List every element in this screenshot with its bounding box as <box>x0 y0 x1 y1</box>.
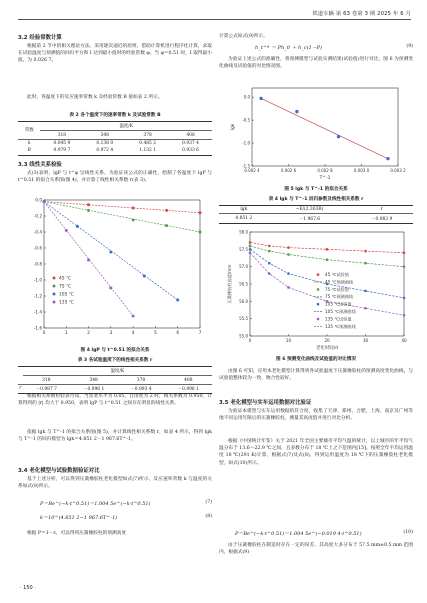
fig4-legend-label: 135 ℃ <box>59 300 74 306</box>
fig6-legend-label: 105 ℃试验值 <box>325 301 352 307</box>
equation-9-body: h_t^* ＝ Ph_0 ＋ h_c(1－P) <box>255 45 323 51</box>
table-cell: 1.132 1 <box>126 147 169 155</box>
table-cell: 0.045 9 <box>53 140 71 146</box>
fig6-x-tick-label: 40 <box>401 338 407 343</box>
table-4-head: r <box>350 206 413 214</box>
fig5-fit-line <box>261 98 388 158</box>
section-3-3-paragraph-1: 式(3)表明，lgP 与 t^φ 呈线性关系。为验证该公式的正确性，绘制了各温度下 lgP 与 t^0.51 的拟合关系图(图 4)，并计算了线性相关系数 r(表 3)。 <box>18 171 212 184</box>
fig5-y-tick-label: -1.5 <box>242 163 250 169</box>
fig6-legend-label: 105 ℃预测曲线 <box>325 309 356 314</box>
table-cell: －0.983 9 <box>350 214 413 223</box>
fig6-y-tick-label: 58.0 <box>239 229 248 235</box>
fig6-test-point <box>326 258 329 261</box>
fig4-y-tick-label: 0.0 <box>35 197 42 203</box>
section-3-3-paragraph-3: 依据 lgk 与 T^-1 的拟合关系图(图 5)，并计算线性相关系数 r，如表 4 所示，得到 lgk 与 T^-1 的回归模型为 lgk＝4.851 2－1 967.6T^-1。 <box>18 430 212 443</box>
fig6-legend-label: 45 ℃试验值 <box>325 272 349 277</box>
fig4-x-tick-label: 5 <box>154 331 157 336</box>
fig6-legend-label: 135 ℃预测曲线 <box>325 323 356 329</box>
fig6-test-point <box>403 252 406 255</box>
fig4-y-tick-label: -1.2 <box>33 293 42 299</box>
fig4-point <box>132 219 135 222</box>
fig4-legend-marker <box>53 293 56 296</box>
equation-7-number: (7) <box>205 500 212 505</box>
fig5-point <box>295 110 298 113</box>
figure-6-chart <box>224 228 410 354</box>
table-cell: 0.972 4 <box>83 147 126 155</box>
section-3-2-title: 3.2 经验常数计算 <box>18 35 62 41</box>
fig5-x-tick-label: 0.003 0 <box>353 168 370 173</box>
fig5-x-tick-label: 0.002 4 <box>244 168 260 173</box>
section-3-5-title: 3.5 老化模型与实车运用数据对比验证 <box>219 400 312 406</box>
fig4-legend-marker <box>53 277 56 280</box>
fig6-x-tick-label: 30 <box>362 338 369 343</box>
fig6-prediction-curve <box>250 242 404 252</box>
fig5-y-tick-label: 0.0 <box>243 94 250 100</box>
header-rule <box>18 19 411 20</box>
table-3-temp: 348 <box>70 376 117 384</box>
fig4-y-tick-label: -1.0 <box>33 277 42 283</box>
equation-7 <box>18 500 212 507</box>
fig5-point <box>337 135 340 138</box>
table-2-colhead: 温度/K <box>40 122 212 131</box>
fig4-y-tick-label: -0.8 <box>33 261 42 267</box>
figure-4-chart <box>22 194 208 344</box>
fig6-y-tick-label: 55.5 <box>239 316 248 322</box>
section-3-4-paragraph-2: 根据 P＝1－ε，可以得到压簧橡胶柱的预测高度 <box>27 531 127 536</box>
fig4-point <box>43 200 46 203</box>
fig6-test-point <box>364 250 367 253</box>
fig4-fit-line <box>44 202 200 232</box>
fig6-test-point <box>287 286 290 289</box>
equation-8-number: (8) <box>205 514 212 519</box>
fig6-test-point <box>364 290 367 293</box>
table-4-head: lgk <box>219 206 269 214</box>
fig4-point <box>87 209 90 212</box>
fig4-x-tick-label: 3 <box>109 331 113 336</box>
fig6-test-point <box>268 262 271 265</box>
figure-6-caption: 图 6 预测变化曲线及试验值的对比情况 <box>276 357 356 362</box>
fig4-x-tick-label: 1 <box>64 331 68 336</box>
table-row <box>18 147 212 155</box>
fig6-test-point <box>364 262 367 265</box>
fig5-x-tick-label: 0.003 2 <box>390 168 406 173</box>
fig4-point <box>143 275 146 278</box>
table-3-temp: 408 <box>165 376 212 384</box>
fig6-test-point <box>268 245 271 248</box>
table-cell: 0.937 4 <box>182 140 199 146</box>
table-cell: 0.933 6 <box>169 147 212 155</box>
fig6-legend-marker <box>317 303 320 306</box>
right-paragraph-5: 由于压簧橡胶柱在制造时存在一定的误差，其高度大多分布于 57.5 mm±0.5 mm 范围内，根据式(9) <box>219 543 413 556</box>
fig4-y-tick-label: -0.4 <box>33 229 42 235</box>
fig6-legend-label: 75 ℃试验值 <box>325 286 349 292</box>
fig6-test-point <box>287 253 290 256</box>
equation-7-body: P＝Be^(−k·t^0.51)＝1.004 5e^(−k·t^0.51) <box>40 501 151 507</box>
fig5-frame <box>252 88 398 166</box>
table-3-temp: 318 <box>23 376 70 384</box>
fig5-x-tick-label: 0.002 8 <box>317 168 333 173</box>
page-number: · 150 · <box>20 585 36 591</box>
fig4-point <box>87 259 90 262</box>
table-2-rowhead: 常数 <box>18 122 40 140</box>
fig6-test-point <box>268 272 271 275</box>
fig4-x-tick-label: 4 <box>131 331 135 336</box>
fig4-point <box>199 231 202 234</box>
table-2-temp: 318 <box>40 131 83 139</box>
section-3-3-paragraph-2: 根据相关系数检验表可知，当显著水平为 0.05，自由度为 2 时，相关系数为 0.950，计算得到的 |r| 均大于 0.950，表明 lgP 与 t^0.51 之间存在明显的线性关系。 <box>18 394 212 407</box>
running-header: 铁道车辆 第 63 卷第 3 期 2025 年 6 月 <box>312 11 411 17</box>
table-cell: －0.993 4 <box>117 384 164 393</box>
fig6-test-point <box>287 272 290 275</box>
fig4-legend-marker <box>53 301 56 304</box>
fig6-test-point <box>249 241 252 244</box>
fig6-test-point <box>249 252 252 255</box>
fig5-point <box>386 157 389 160</box>
table-2-temp: 408 <box>169 131 212 139</box>
fig6-test-point <box>249 245 252 248</box>
fig4-point <box>199 211 202 214</box>
fig4-point <box>132 207 135 210</box>
fig6-test-point <box>364 307 367 310</box>
fig4-legend-label: 75 ℃ <box>59 284 71 290</box>
fig6-y-tick-label: 57.0 <box>239 264 248 270</box>
figure-4-caption: 图 4 lgP 与 t^0.51 的拟合关系 <box>80 348 150 353</box>
fig5-y-tick-label: -1.0 <box>242 140 250 146</box>
table-4 <box>219 205 413 224</box>
fig6-x-tick-label: 20 <box>324 338 330 343</box>
table-row <box>18 139 212 147</box>
table-3-colhead: 温度/K <box>23 367 212 376</box>
fig5-y-axis-label: lgk <box>231 123 236 131</box>
table-3-caption: 表 3 各试验温度下的线性相关系数 r <box>77 358 153 363</box>
figure-5-chart <box>226 82 406 182</box>
fig6-legend-marker <box>317 318 320 321</box>
fig4-x-tick-label: 2 <box>87 331 90 336</box>
table-cell: －0.987 7 <box>23 384 70 393</box>
table-cell: r <box>18 384 23 393</box>
table-4-head: −E/(2.303R) <box>269 206 351 214</box>
table-cell: －1 967.6 <box>269 214 351 223</box>
equation-10 <box>219 530 413 537</box>
fig6-x-tick-label: 10 <box>285 338 292 343</box>
fig4-point <box>109 287 112 290</box>
fig6-legend-marker <box>317 273 320 276</box>
fig6-test-point <box>403 314 406 317</box>
table-row <box>219 214 413 223</box>
section-3-2-paragraph-2: 此时，各温度下的反应速率常数 k 及经验常数 B 值如表 2 所示。 <box>27 95 163 100</box>
equation-8-body: k＝10^(4.851 2−1 967.6T^-1) <box>40 515 118 521</box>
fig4-point <box>165 209 168 212</box>
fig6-y-tick-label: 56.0 <box>239 298 248 304</box>
fig6-test-point <box>326 248 329 251</box>
table-4-caption: 表 4 lgk 与 T^-1 回归参数及线性相关系数 r <box>268 197 364 202</box>
table-cell: 0.138 0 <box>96 140 114 146</box>
fig4-point <box>65 229 68 232</box>
fig6-x-axis-label: 老化时间/d <box>316 346 338 351</box>
equation-10-body: P＝Be^(−k·t^0.51)＝1.004 5e^(−0.019 4·t^0.51) <box>235 531 362 537</box>
fig4-point <box>87 203 90 206</box>
fig6-x-tick-label: 0 <box>248 338 252 343</box>
fig4-point <box>132 315 135 318</box>
fig4-point <box>76 225 79 228</box>
equation-9-number: (9) <box>406 44 413 49</box>
equation-10-number: (10) <box>403 530 413 535</box>
fig6-test-point <box>403 265 406 268</box>
table-cell: 0.979 7 <box>40 147 83 155</box>
fig5-x-tick-label: 0.002 6 <box>280 168 297 173</box>
equation-9 <box>219 44 413 51</box>
right-paragraph-1: 为验证上述公式的准确性，将预测模型与试验实测结果(试验值)进行对比，图 6 为预测变化曲线及试验值的对比情况图。 <box>219 57 413 70</box>
fig6-test-point <box>403 297 406 300</box>
fig4-point <box>176 299 179 302</box>
table-2-temp: 378 <box>126 131 169 139</box>
fig4-x-tick-label: 6 <box>176 331 180 336</box>
fig6-legend-label: 45 ℃预测曲线 <box>325 279 354 285</box>
section-3-4-paragraph-1: 基于上述分析，可以得到压簧橡胶柱老化模型如式(7)所示，反应速率常数 k 与温度的关系如式(8)所示。 <box>18 477 212 490</box>
section-3-2-paragraph-1: 根据第 2 节中的相关理论方法，采用逐次逼近的原则，借助计算机进行程序化计算，求取在试验温度与预测值的回归平方和 I 达到最小值时的经验常数 φ。当 φ＝0.51 时，I 取得最小值，为 0.026 7。 <box>18 44 212 64</box>
fig5-x-axis-label: T^-1 <box>319 176 331 181</box>
table-2 <box>18 121 212 156</box>
fig4-y-tick-label: -0.2 <box>33 213 42 219</box>
table-3 <box>18 366 212 394</box>
fig4-plot <box>34 198 202 337</box>
fig4-y-tick-label: -1.4 <box>33 309 42 315</box>
fig6-test-point <box>249 248 252 251</box>
right-paragraph-4: 根据《中国统计年鉴》关于 2021 年全国主要城市平均气温的统计，以上城市的年平均气温分布于 13.6～22.9 ℃之间，且多数分布于 18 ℃上之下范围内[15]。按照全年平均运用温度 18 ℃(291 K)计算，根据式(7)及式(8)，得到运用温度为 18 ℃下的压簧橡胶柱老化模型，如式(10)所示。 <box>219 439 413 466</box>
section-3-4-title: 3.4 老化模型与试验数据验证对比 <box>18 468 100 474</box>
fig6-y-tick-label: 56.5 <box>239 281 248 287</box>
fig6-legend-label: 75 ℃预测曲线 <box>325 294 354 300</box>
table-cell: k <box>27 140 31 146</box>
fig4-x-tick-label: 7 <box>198 331 202 336</box>
section-3-3-title: 3.3 线性关系检验 <box>18 162 62 168</box>
table-cell: 0.485 2 <box>139 140 157 146</box>
fig4-point <box>165 224 168 227</box>
fig6-y-tick-label: 55.0 <box>239 333 248 339</box>
fig4-legend-marker <box>53 285 56 288</box>
fig5-plot <box>230 88 406 181</box>
equation-8 <box>18 514 212 521</box>
fig6-y-axis-label: 压簧橡胶柱高度/mm <box>227 264 232 304</box>
table-cell: －0.996 1 <box>165 384 212 393</box>
fig6-legend-marker <box>317 288 320 291</box>
fig4-point <box>109 251 112 254</box>
fig6-test-point <box>287 246 290 249</box>
fig5-point <box>259 97 262 100</box>
figure-5-caption: 图 5 lgk 与 T^-1 的拟合关系 <box>284 187 348 192</box>
right-paragraph-3: 为验证本模型与实车运用数据的符合度，收集了天津、郑州、合肥、上海、南京及广州等地不同运用年限后的压簧橡胶柱，测量其高度值并进行对比分析。 <box>219 409 413 422</box>
table-cell: －0.996 1 <box>70 384 117 393</box>
table-2-temp: 348 <box>83 131 126 139</box>
table-cell: B <box>18 147 40 155</box>
fig6-legend-label: 135 ℃试验值 <box>325 316 352 322</box>
fig6-y-tick-label: 57.5 <box>239 246 248 252</box>
right-paragraph-top: 计算公式如式(9)所示。 <box>219 34 268 39</box>
table-cell: 4.851 2 <box>219 214 269 223</box>
fig4-legend-label: 105 ℃ <box>59 292 74 298</box>
right-paragraph-2: 由图 6 可知，应用本老化模型计算得到各试验温度下压簧橡胶柱的预测高度变化曲线，与试验值整体较为一致，吻合性较好。 <box>219 369 413 382</box>
fig4-y-tick-label: -0.6 <box>33 245 42 251</box>
fig4-fit-line <box>44 202 200 213</box>
table-2-caption: 表 2 各个温度下的速率常数 k 及试验常数 B <box>69 113 161 118</box>
fig4-x-tick-label: 0 <box>42 331 46 336</box>
table-3-temp: 378 <box>117 376 164 384</box>
fig5-y-tick-label: -0.5 <box>242 117 250 123</box>
fig4-y-tick-label: -1.6 <box>33 325 42 331</box>
fig6-test-point <box>268 250 271 253</box>
fig6-plot <box>226 230 407 352</box>
fig4-legend-label: 45 ℃ <box>59 276 71 282</box>
